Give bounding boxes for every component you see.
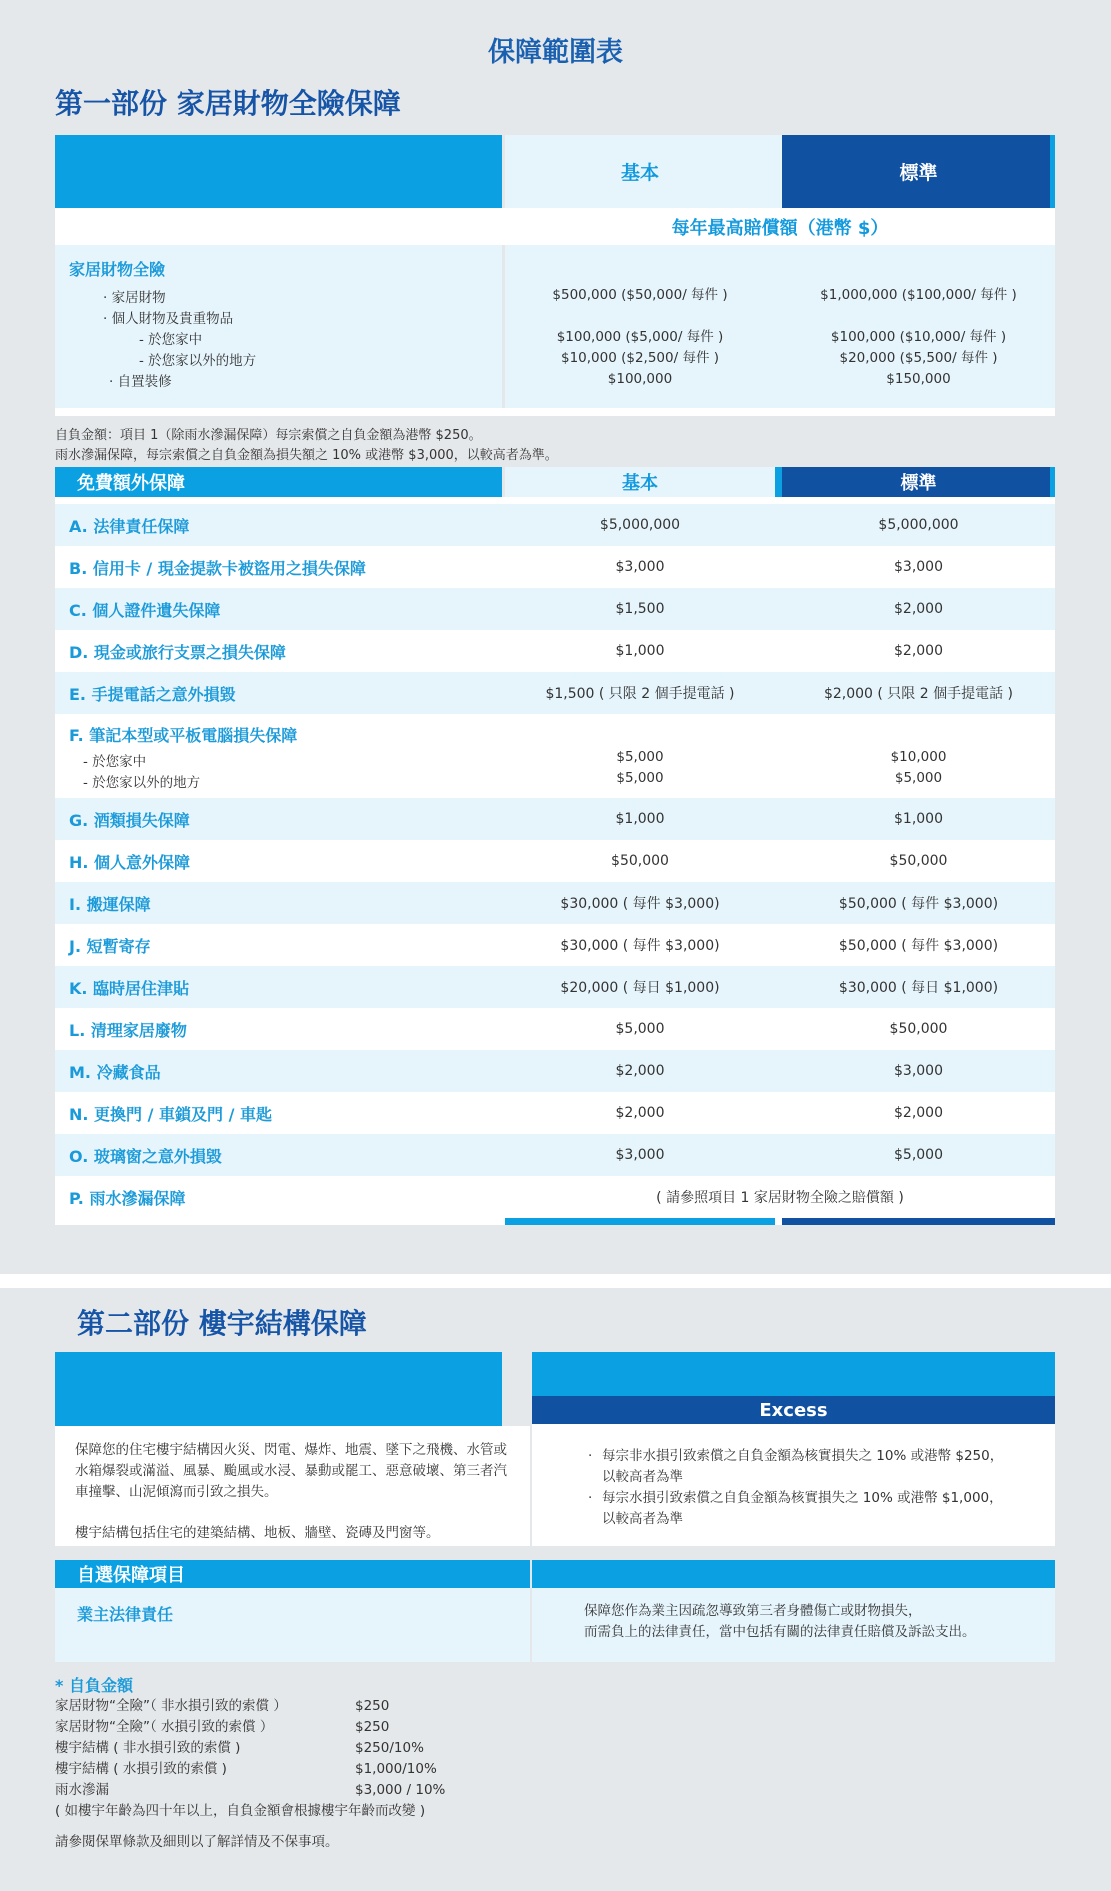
excess-row-key: 家居財物“全險”（ 水損引致的索償 ） (55, 1719, 274, 1735)
basic-value: $50,000 (611, 853, 669, 869)
basic-value: $10,000 ($2,500/ 每件 ) (560, 350, 720, 366)
extras-heading: 免費額外保障 (55, 467, 502, 497)
structure-includes: 樓宇結構包括住宅的建築結構、地板、牆壁、瓷磚及門窗等。 (75, 1525, 440, 1541)
extra-label: N. 更換門 / 車鎖及門 / 車匙 (69, 1104, 273, 1124)
standard-value: $30,000 ( 每日 $1,000) (838, 980, 999, 996)
standard-value: $3,000 (894, 1063, 943, 1079)
excess-title: * 自負金額 (55, 1676, 133, 1695)
owner-liability-label: 業主法律責任 (55, 1588, 530, 1662)
excess-row-key: 樓宇結構 ( 非水損引致的索償 ) (55, 1740, 241, 1756)
laptop-sub-away: - 於您家以外的地方 (83, 775, 201, 791)
standard-value: $2,000 (894, 601, 943, 617)
excess-row-key: 家居財物“全險”（ 非水損引致的索償 ） (55, 1698, 287, 1714)
owner-liability-desc: 保障您作為業主因疏忽導致第三者身體傷亡或財物損失， (584, 1603, 922, 1619)
standard-value: $1,000,000 ($100,000/ 每件 ) (820, 287, 1017, 303)
plan-standard-header: 標準 (782, 467, 1055, 497)
basic-value: $3,000 (615, 1147, 665, 1163)
extra-label: C. 個人證件遺失保障 (69, 600, 221, 620)
basic-value: $5,000 (615, 1021, 665, 1037)
rain-leak-value: ( 請參照項目 1 家居財物全險之賠償額 ) (656, 1190, 904, 1206)
basic-value: $20,000 ( 每日 $1,000) (560, 980, 720, 996)
extra-label: J. 短暫寄存 (69, 936, 151, 956)
standard-value: $5,000 (894, 770, 943, 786)
excess-item: · 每宗非水損引致索償之自負金額為核實損失之 10% 或港幣 $250，以較高者為準 (584, 1446, 1005, 1488)
standard-value: $3,000 (894, 559, 943, 575)
standard-value: $5,000 (894, 1147, 943, 1163)
plan-standard-header: 標準 (782, 135, 1055, 208)
contents-line: · 家居財物 (103, 290, 166, 306)
basic-value: $3,000 (615, 559, 665, 575)
contents-line: · 個人財物及貴重物品 (103, 311, 234, 327)
standard-value: $2,000 (894, 1105, 943, 1121)
excess-row-key: 樓宇結構 ( 水損引致的索償 ) (55, 1761, 227, 1777)
extra-label: E. 手提電話之意外損毀 (69, 684, 236, 704)
excess-note-1: 自負金額：項目 1（除雨水滲漏保障）每宗索償之自負金額為港幣 $250。 (55, 428, 482, 443)
basic-value: $5,000,000 (599, 517, 681, 533)
excess-row-key: 雨水滲漏 (55, 1782, 109, 1798)
extra-label: M. 冷藏食品 (69, 1062, 161, 1082)
basic-value: $1,000 (615, 811, 665, 827)
standard-value: $150,000 (886, 371, 951, 387)
excess-row-value: $250/10% (355, 1740, 424, 1756)
contents-line: - 於您家以外的地方 (139, 353, 257, 369)
excess-note-2: 雨水滲漏保障，每宗索償之自負金額為損失額之 10% 或港幣 $3,000，以較高者為準。 (55, 448, 558, 463)
basic-value: $1,000 (615, 643, 665, 659)
basic-value: $5,000 (616, 749, 664, 765)
extra-label: D. 現金或旅行支票之損失保障 (69, 642, 286, 662)
standard-value: $5,000,000 (878, 517, 959, 533)
contents-label: 家居財物全險 (69, 260, 166, 279)
plan-basic-header: 基本 (505, 135, 775, 208)
standard-value: $50,000 (889, 853, 948, 869)
extra-label: B. 信用卡 / 現金提款卡被盜用之損失保障 (69, 558, 366, 578)
max-compensation-label: 每年最高賠償額（港幣 $） (671, 217, 889, 239)
excess-row-value: $1,000/10% (355, 1761, 437, 1777)
plan-basic-header: 基本 (505, 467, 775, 497)
basic-value: $100,000 (607, 371, 673, 387)
standard-value: $1,000 (894, 811, 943, 827)
terms-note: 請參閱保單條款及細則以了解詳情及不保事項。 (55, 1834, 339, 1850)
contents-line: · 自置裝修 (109, 374, 172, 390)
extra-label: O. 玻璃窗之意外損毀 (69, 1146, 222, 1166)
basic-value: $2,000 (615, 1063, 665, 1079)
basic-value: $1,500 ( 只限 2 個手提電話 ) (545, 686, 735, 702)
part2-heading: 第二部份 樓宇結構保障 (77, 1307, 367, 1340)
extra-label: P. 雨水滲漏保障 (69, 1188, 186, 1208)
contents-line: - 於您家中 (139, 332, 203, 348)
extra-label: I. 搬運保障 (69, 894, 151, 914)
structure-description: 保障您的住宅樓宇結構因火災、閃電、爆炸、地震、墜下之飛機、水管或水箱爆裂或滿溢、風暴、颱風或水浸、暴動或罷工、惡意破壞、第三者汽車撞擊、山泥傾瀉而引致之損失。 (75, 1442, 507, 1500)
basic-value: $1,500 (615, 601, 665, 617)
excess-row-value: $250 (355, 1698, 390, 1714)
standard-value: $2,000 ( 只限 2 個手提電話 ) (823, 686, 1014, 702)
basic-value: $2,000 (615, 1105, 665, 1121)
excess-header: Excess (532, 1396, 1055, 1424)
basic-value: $30,000 ( 每件 $3,000) (560, 896, 720, 912)
basic-value: $500,000 ($50,000/ 每件 ) (552, 287, 728, 303)
extra-label: A. 法律責任保障 (69, 516, 190, 536)
laptop-sub-home: - 於您家中 (83, 754, 147, 770)
standard-value: $50,000 ( 每件 $3,000) (838, 896, 999, 912)
building-age-note: ( 如樓宇年齡為四十年以上，自負金額會根據樓宇年齡而改變 ) (55, 1803, 426, 1819)
excess-item: · 每宗水損引致索償之自負金額為核實損失之 10% 或港幣 $1,000，以較高者為準 (584, 1488, 1005, 1530)
extra-label: L. 清理家居廢物 (69, 1020, 187, 1040)
owner-liability-desc: 而需負上的法律責任，當中包括有關的法律責任賠償及訴訟支出。 (584, 1624, 976, 1640)
standard-value: $100,000 ($10,000/ 每件 ) (830, 329, 1007, 345)
standard-value: $50,000 ( 每件 $3,000) (838, 938, 999, 954)
extra-label: G. 酒類損失保障 (69, 810, 190, 830)
extra-label: H. 個人意外保障 (69, 852, 191, 872)
excess-row-value: $3,000 / 10% (355, 1782, 446, 1798)
standard-value: $50,000 (889, 1021, 948, 1037)
basic-value: $100,000 ($5,000/ 每件 ) (556, 329, 724, 345)
basic-value: $5,000 (616, 770, 664, 786)
part1-heading: 第一部份 家居財物全險保障 (55, 87, 401, 120)
standard-value: $10,000 (890, 749, 947, 765)
extra-label: F. 筆記本型或平板電腦損失保障 (69, 726, 298, 745)
extra-label: K. 臨時居住津貼 (69, 978, 190, 998)
header-blank-cell (55, 135, 502, 208)
basic-value: $30,000 ( 每件 $3,000) (560, 938, 720, 954)
excess-row-value: $250 (355, 1719, 390, 1735)
optional-heading: 自選保障項目 (55, 1560, 530, 1588)
standard-value: $20,000 ($5,500/ 每件 ) (839, 350, 998, 366)
standard-value: $2,000 (894, 643, 943, 659)
page-title: 保障範圍表 (488, 37, 623, 68)
